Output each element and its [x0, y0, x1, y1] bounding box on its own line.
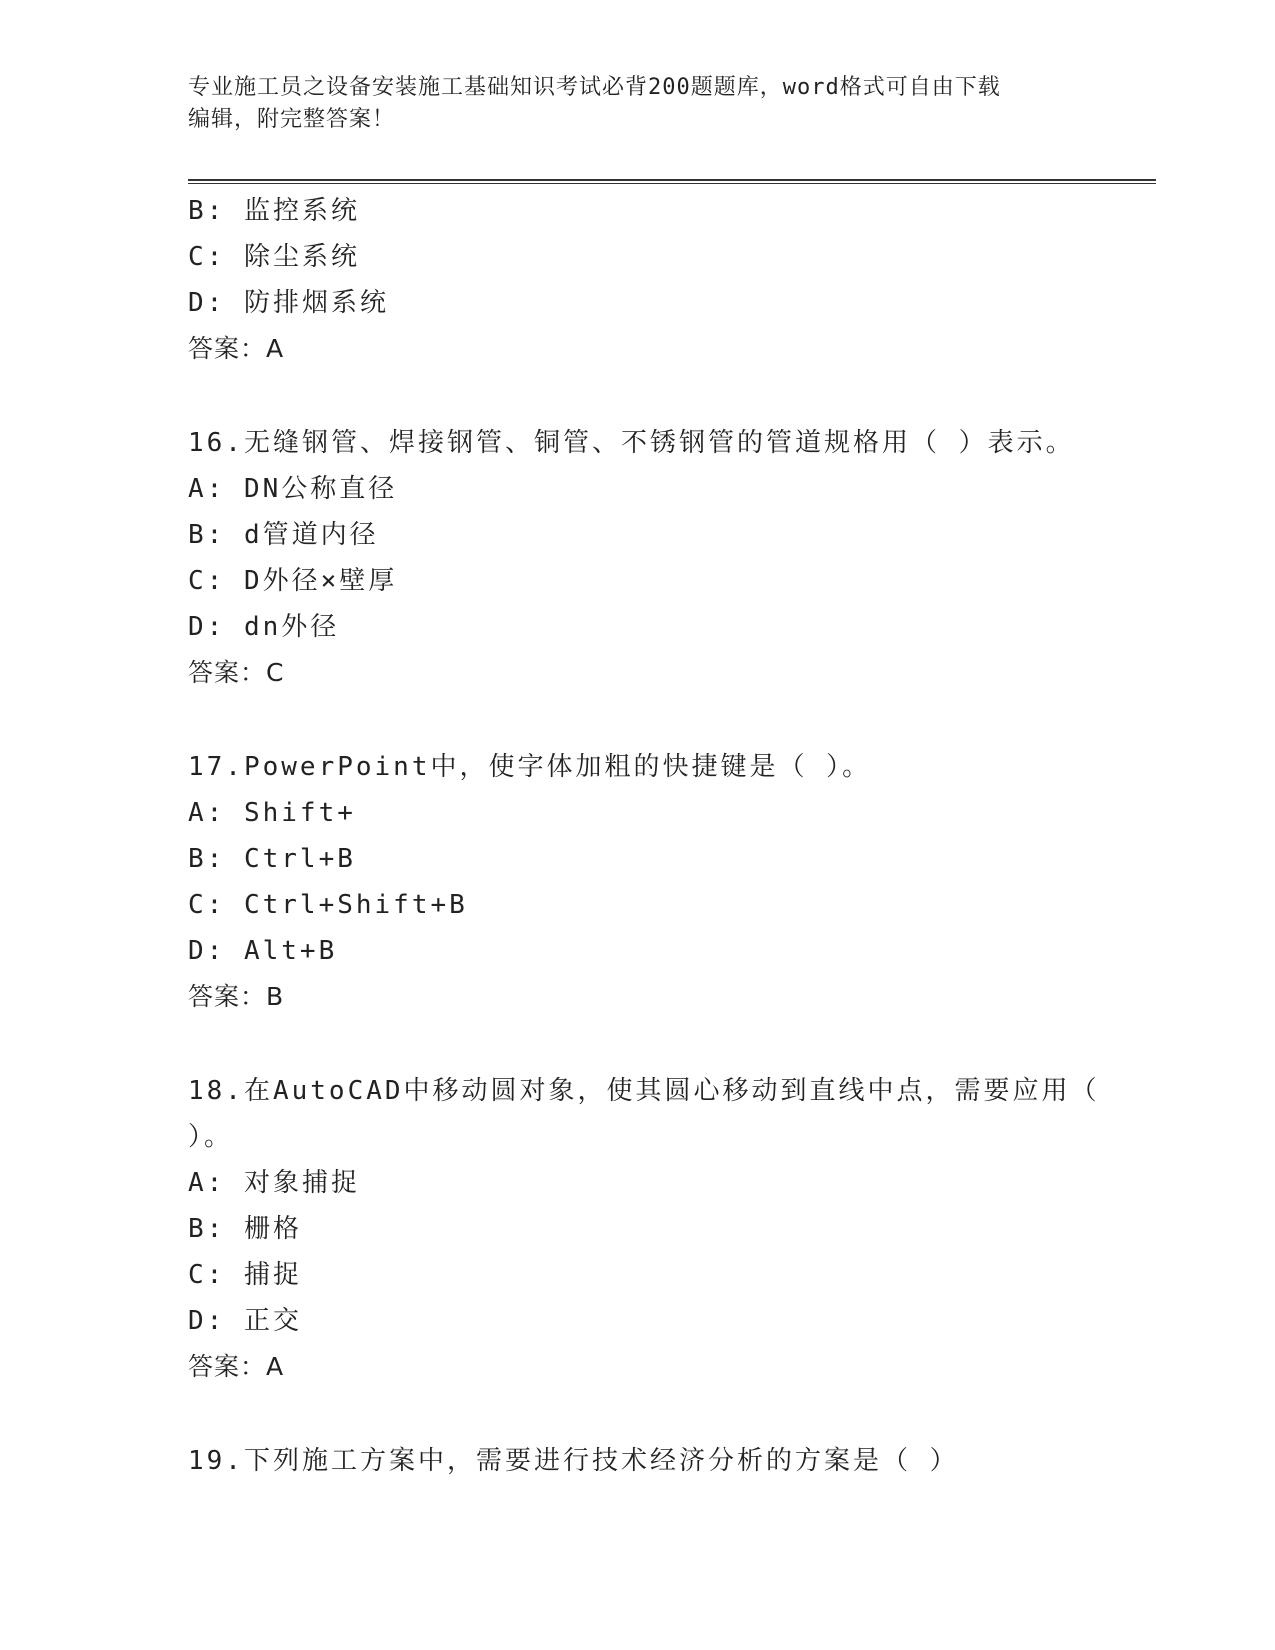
question-text-line-1: 18.在AutoCAD中移动圆对象，使其圆心移动到直线中点，需要应用（	[188, 1076, 1100, 1106]
question-19	[188, 1438, 1148, 1484]
option-a: A: 对象捕捉	[188, 1168, 360, 1198]
option-c: C: 捕捉	[188, 1260, 302, 1290]
answer-text: 答案：C	[188, 658, 285, 687]
question-18	[188, 1068, 1148, 1390]
question-text: 17.PowerPoint中，使字体加粗的快捷键是（ ）。	[188, 752, 872, 782]
option-c: C: 除尘系统	[188, 242, 360, 272]
question-spacer	[188, 696, 1148, 744]
question-17	[188, 744, 1148, 1020]
question-spacer	[188, 1020, 1148, 1068]
header-title-line-2: 编辑，附完整答案！	[188, 107, 396, 132]
option-d: D: Alt+B	[188, 936, 338, 966]
question-spacer	[188, 372, 1148, 420]
answer-text: 答案：A	[188, 1352, 285, 1381]
question-spacer	[188, 1390, 1148, 1438]
header-divider	[188, 179, 1156, 184]
option-a: A: Shift+	[188, 798, 356, 828]
answer-text: 答案：A	[188, 334, 285, 363]
option-b: B: 监控系统	[188, 196, 360, 226]
option-c: C: Ctrl+Shift+B	[188, 890, 468, 920]
question-15	[188, 188, 1148, 372]
question-text: 16.无缝钢管、焊接钢管、铜管、不锈钢管的管道规格用（ ）表示。	[188, 428, 1075, 458]
question-text-line-2: ）。	[188, 1122, 234, 1152]
option-b: B: 栅格	[188, 1214, 302, 1244]
option-d: D: dn外径	[188, 612, 340, 642]
question-16	[188, 420, 1148, 696]
option-b: B: Ctrl+B	[188, 844, 356, 874]
question-content	[188, 188, 1148, 1484]
option-d: D: 正交	[188, 1306, 302, 1336]
document-header	[188, 72, 1088, 136]
option-d: D: 防排烟系统	[188, 288, 389, 318]
option-b: B: d管道内径	[188, 520, 379, 550]
question-text: 19.下列施工方案中，需要进行技术经济分析的方案是（ ）	[188, 1446, 959, 1476]
option-c: C: D外径×壁厚	[188, 566, 398, 596]
answer-text: 答案：B	[188, 982, 285, 1011]
option-a: A: DN公称直径	[188, 474, 398, 504]
header-title-line-1: 专业施工员之设备安装施工基础知识考试必背200题题库，word格式可自由下载	[188, 75, 1001, 100]
